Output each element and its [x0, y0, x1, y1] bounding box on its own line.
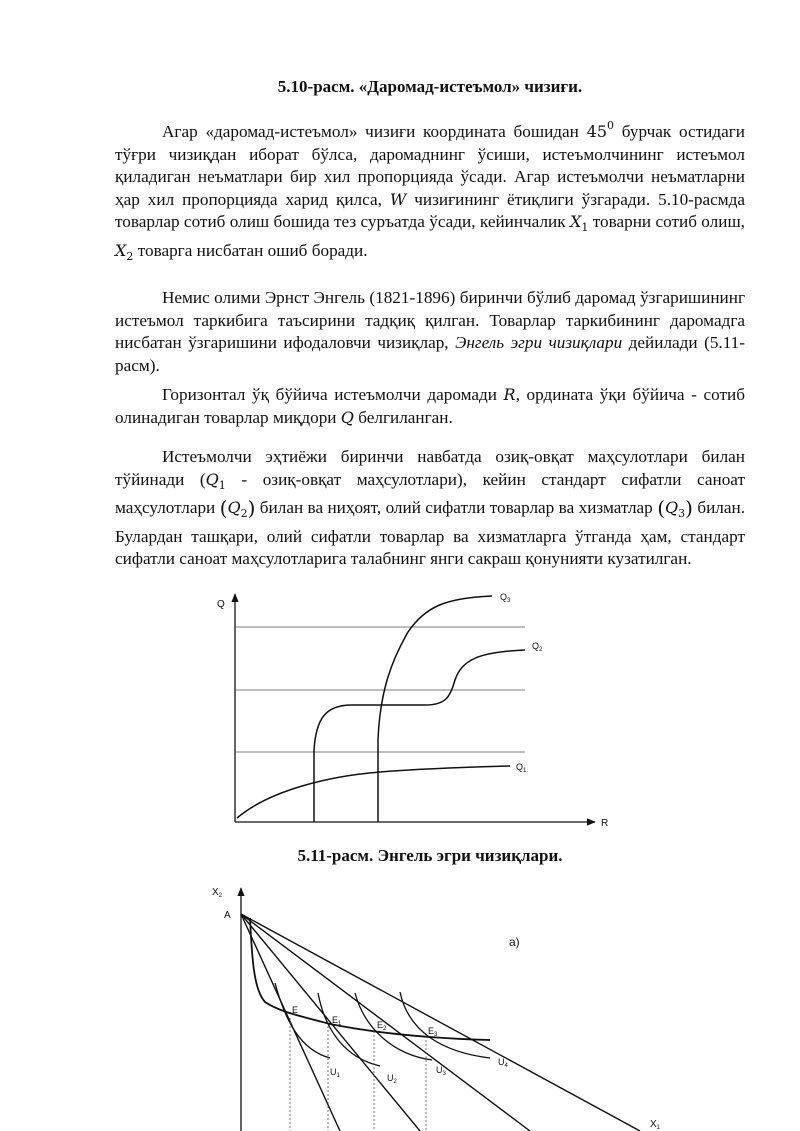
panel-label: а) — [509, 935, 520, 949]
point-e2: $E_2$ — [377, 1020, 387, 1032]
origin-point-a: A — [224, 910, 231, 921]
curve-label-u4: $U_4$ — [498, 1057, 508, 1069]
paragraph-income-consumption: Агар «даромад-истеъмол» чизиғи координата бошидан $45^0$ бурчак остидаги тўғри чизиқдан иборат бўлса, даромаднинг ўсиши, истеъмолчининг истеъмол қиладиган неъматлари бир хил пропорцияда ўсади. Агар истеъмолчи неъматларни ҳар хил пропорцияда харид қилса, W чизиғининг ётиқлиги ўзгаради. 5.10-расмда товарлар сотиб олиш бошида тез суръатда ўсади, кейинчалик $X_1$ товарни сотиб олиш, $X_2$ товарга нисбатан ошиб боради. — [115, 119, 746, 263]
engel-curves-term: Энгель эгри чизиқлари — [455, 333, 623, 352]
curve-label-q2: $Q_2$ — [532, 641, 543, 653]
indifference-curve-u2 — [318, 993, 380, 1066]
y-axis-label: Q — [217, 599, 225, 610]
point-e3: $E_3$ — [428, 1026, 438, 1038]
x1-symbol: $X_1$ — [569, 212, 589, 234]
curve-label-q1: $Q_1$ — [516, 762, 527, 774]
point-e: E — [292, 1005, 299, 1015]
paragraph-needs: Истеъмолчи эҳтиёжи биринчи навбатда озиқ-овқат маҳсулотлари билан тўйинади ($Q_1$ - озиқ-овқат маҳсулотлари), кейин стандарт сифатли саноат маҳсулотлари $(Q_2)$ билан ва ниҳоят, олий сифатли товарлар ва хизматлар $(Q_3)$ билан. Булардан ташқари, олий сифатли товарлар ва хизматларга ўтганда ҳам, стандарт сифатли саноат маҳсулотларига талабнинг янги сакраш қонунияти кузатилган. — [115, 447, 745, 568]
x1-axis-label: $X_1$ — [650, 1119, 661, 1131]
engel-curve-q2 — [314, 650, 525, 822]
r-symbol: R — [503, 385, 516, 404]
point-e1: $E_1$ — [332, 1015, 342, 1027]
indifference-curve-u1 — [275, 983, 330, 1058]
budget-line-4 — [241, 914, 640, 1131]
budget-line-2 — [241, 914, 420, 1131]
angle-45: $45^0$ — [586, 119, 614, 141]
x-axis-label: R — [601, 818, 609, 829]
curve-label-u2: $U_2$ — [387, 1073, 397, 1085]
engel-curve-q1 — [237, 766, 510, 818]
q3-symbol: $Q_3$ — [665, 498, 686, 520]
paragraph-axes: Горизонтал ўқ бўйича истеъмолчи даромади R, ордината ўқи бўйича - сотиб олинадиган товарлар миқдори Q белгиланган. — [115, 385, 745, 427]
q2-symbol: $Q_2$ — [227, 498, 248, 520]
paragraph-engel: Немис олими Эрнст Энгель (1821-1896) биринчи бўлиб даромад ўзгаришининг истеъмол таркибига таъсирини тадқиқ қилган. Товарлар таркибининг даромадга нисбатан ўзгаришини ифодаловчи чизиқлар, Энгель эгри чизиқлари дейилади (5.11-расм). — [115, 288, 745, 375]
q1-symbol: $Q_1$ — [205, 469, 226, 492]
budget-line-3 — [241, 914, 530, 1131]
indifference-curves-diagram — [0, 875, 800, 1131]
income-consumption-curve — [250, 918, 490, 1040]
indifference-curve-u3 — [355, 993, 432, 1060]
engel-curves-diagram — [0, 580, 800, 840]
engel-curve-q3 — [378, 596, 492, 822]
curve-label-u3: $U_3$ — [436, 1065, 446, 1077]
curve-label-u1: $U_1$ — [330, 1067, 340, 1079]
curve-label-q3: $Q_3$ — [500, 592, 511, 604]
figure-caption-5-11: 5.11-расм. Энгель эгри чизиқлари. — [297, 846, 563, 865]
q-symbol: Q — [340, 407, 354, 427]
w-symbol: W — [389, 189, 407, 209]
x2-axis-label: $X_2$ — [212, 887, 223, 899]
x2-symbol: $X_2$ — [115, 240, 134, 263]
figure-caption-5-10: 5.10-расм. «Даромад-истеъмол» чизиғи. — [277, 77, 583, 96]
